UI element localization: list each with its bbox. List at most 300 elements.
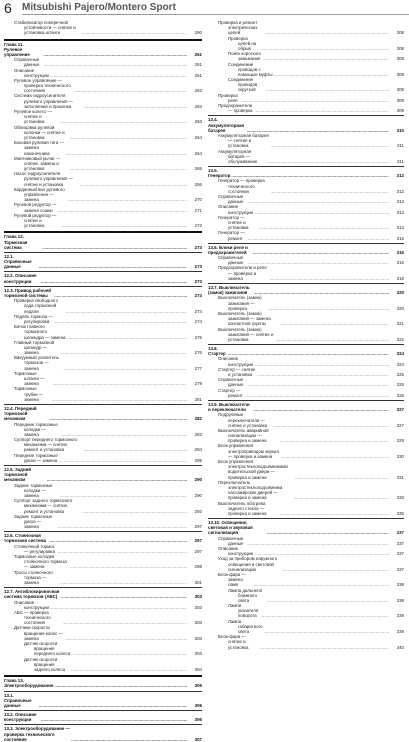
toc-entry-title: 13.9. Выключатели и переключатели <box>208 401 250 413</box>
toc-entry <box>4 202 202 212</box>
dot-leader <box>41 717 187 722</box>
toc-heading <box>208 115 404 133</box>
dot-leader <box>253 407 389 412</box>
toc-entry <box>208 265 404 281</box>
toc-entry-title: Рулевой редуктор — замена сошки <box>14 202 57 213</box>
toc-entry-title: Генератор — ремонт <box>218 230 245 241</box>
toc-page-number: 301 <box>194 579 202 585</box>
dot-leader <box>257 372 389 377</box>
toc-entry-title: Описание конструкции <box>218 204 253 215</box>
toc-entry <box>4 109 202 125</box>
toc-entry <box>4 125 202 141</box>
toc-page-number: 303 <box>194 594 202 600</box>
toc-entry <box>208 194 404 204</box>
toc-page-number: 261 <box>194 72 202 78</box>
toc-heading <box>208 166 404 178</box>
toc-entry-title: Тормозные трубки — замена <box>14 386 44 402</box>
toc-entry <box>208 501 404 517</box>
toc-page-number: 290 <box>194 492 202 498</box>
toc-page-number: 265 <box>194 166 202 172</box>
dot-leader <box>60 119 187 124</box>
toc-entry-title: Стартер — снятие и установка <box>218 366 256 377</box>
toc-page-number: 273 <box>194 244 202 250</box>
toc-page-number: 309 <box>396 97 404 103</box>
toc-entry-title: 12.7. Антиблокировочная система тормозов (АБС) <box>4 589 60 600</box>
toc-entry <box>208 149 404 165</box>
toc-page-number: 274 <box>194 308 202 314</box>
toc-heading <box>208 243 404 255</box>
dot-leader <box>269 306 389 311</box>
toc-entry <box>208 204 404 214</box>
toc-page-number: 316 <box>396 260 404 266</box>
toc-page-number: 331 <box>396 474 404 480</box>
toc-entry <box>4 93 202 109</box>
toc-entry-title: 13.6. Блоки реле и предохранителей <box>208 244 248 255</box>
page-header <box>0 0 409 16</box>
dot-leader <box>261 46 389 51</box>
toc-page-number: 309 <box>396 108 404 114</box>
dot-leader <box>254 362 389 367</box>
toc-entry-title: Описание конструкции <box>14 67 49 78</box>
dot-leader <box>62 223 187 228</box>
dot-leader <box>247 260 389 265</box>
toc-heading <box>4 286 202 298</box>
toc-entry <box>4 498 202 514</box>
toc-entry <box>4 514 202 530</box>
toc-entry-title: Главный тормозной цилиндр — замена <box>14 339 55 356</box>
toc-page-number: 274 <box>194 293 202 298</box>
toc-entry-title: Описание конструкции <box>14 599 49 610</box>
toc-page-number: 337 <box>396 540 404 546</box>
toc-entry-title: Лампа габаритного света <box>228 618 263 634</box>
toc-entry-title: Педаль тормоза — регулировка <box>14 313 53 324</box>
toc-entry-title: Лампа указателя поворота <box>228 603 259 619</box>
dot-leader <box>49 416 187 421</box>
toc-entry-title: Проверка свободного хода тормозной педали <box>14 298 59 314</box>
toc-entry-title: Справочные данные <box>218 377 244 388</box>
dot-leader <box>295 475 389 480</box>
toc-entry <box>208 443 404 459</box>
toc-page-number: 307 <box>194 736 202 742</box>
toc-entry <box>208 588 404 604</box>
running-head: Mitsubishi Pajero/Montero Sport <box>22 2 176 13</box>
toc-entry <box>4 371 202 387</box>
toc-entry <box>4 386 202 402</box>
toc-entry <box>208 459 404 480</box>
toc-entry-title: 13.4. Аккумуляторная батарея <box>208 117 244 133</box>
toc-page-number: 289 <box>194 457 202 463</box>
toc-entry <box>4 437 202 453</box>
dot-leader <box>256 108 389 113</box>
toc-heading <box>208 400 404 412</box>
toc-page-number: 308 <box>396 30 404 36</box>
toc-entry-title: Задние тормозные колодки — замена <box>14 482 53 498</box>
toc-heading <box>4 675 202 688</box>
dot-leader <box>39 264 187 269</box>
toc-entry-title: Описание конструкции <box>218 356 253 367</box>
toc-page-number: 333 <box>396 495 404 501</box>
toc-page-number: 335 <box>396 510 404 516</box>
dot-leader <box>274 72 389 77</box>
toc-entry <box>4 187 202 203</box>
toc-entry-title: Блок-фара — снятие и установка <box>218 634 249 650</box>
toc-page-number: 274 <box>194 318 202 324</box>
dot-leader <box>280 511 389 516</box>
toc-entry <box>208 634 404 650</box>
toc-entry-title: Тормозные колодки стояночного тормоза — замена <box>14 554 67 570</box>
toc-page-number: 324 <box>396 361 404 367</box>
toc-entry-title: Глава 13. Электрооборудование <box>4 678 54 689</box>
toc-entry-title: Проверка цепей на обрыв <box>228 35 257 51</box>
dot-leader <box>259 225 389 230</box>
toc-entry-title: Генератор — проверка технического состояния <box>218 178 265 194</box>
toc-entry <box>4 68 202 78</box>
dot-leader <box>267 530 389 535</box>
dot-leader <box>245 393 389 398</box>
toc-page-number: 322 <box>396 336 404 342</box>
dot-leader <box>55 319 187 324</box>
toc-entry <box>4 213 202 229</box>
toc-entry-title: Уход за прибором наружного освещения и световой сигнализации <box>218 556 278 572</box>
toc-entry-title: Стабилизатор поперечной устойчивости — снятие и установка штанги <box>14 20 76 36</box>
toc-page-number: 303 <box>194 635 202 641</box>
toc-entry-title: 13.5. Генератор <box>208 168 231 179</box>
toc-entry <box>208 62 404 78</box>
dot-leader <box>60 458 187 463</box>
toc-page-number: 264 <box>194 134 202 140</box>
toc-page-number: 266 <box>194 181 202 187</box>
toc-page-number: 309 <box>396 71 404 77</box>
toc-entry <box>208 546 404 556</box>
toc-heading <box>208 518 404 536</box>
dot-leader <box>39 703 187 708</box>
toc-page-number: 338 <box>396 582 404 588</box>
dot-leader <box>70 166 187 171</box>
toc-entry <box>4 483 202 499</box>
dot-leader <box>262 613 389 618</box>
dot-leader <box>67 335 187 340</box>
toc-entry-title: 12.4. Передний тормозной механизм <box>4 405 37 422</box>
dot-leader <box>253 250 389 255</box>
dot-leader <box>61 594 187 599</box>
dot-leader <box>66 151 187 156</box>
toc-entry <box>208 51 404 61</box>
toc-page-number: 339 <box>396 613 404 619</box>
toc-heading <box>4 724 202 742</box>
dot-leader <box>70 564 187 569</box>
toc-page-number: 311 <box>397 143 404 149</box>
toc-page-number: 337 <box>396 566 404 572</box>
dot-leader <box>280 438 389 443</box>
toc-heading <box>4 252 202 270</box>
toc-entry <box>208 428 404 444</box>
dot-leader <box>83 104 187 109</box>
toc-page-number: 263 <box>194 119 202 125</box>
dot-leader <box>280 321 389 326</box>
toc-entry-title: Стартер — ремонт <box>218 387 243 398</box>
toc-entry-title: Датчик скорости вращения заднего колеса <box>24 656 66 672</box>
toc-entry-title: Справочные данные <box>218 255 244 266</box>
toc-entry-title: Проверка реле <box>218 92 238 103</box>
toc-entry-title: Выключатель аварийной сигнализации — проверка и замена <box>218 427 269 444</box>
toc-page-number: 273 <box>194 264 202 270</box>
toc-entry-title: Выключатель (замок) зажигания — проверка <box>218 295 262 311</box>
toc-page-number: 303 <box>194 604 202 610</box>
toc-page-number: 290 <box>194 477 202 483</box>
toc-page-number: 326 <box>396 392 404 398</box>
toc-heading <box>208 344 404 356</box>
dot-leader <box>271 189 389 194</box>
dot-leader <box>41 279 187 284</box>
toc-entry <box>4 340 202 356</box>
dot-leader <box>71 667 187 672</box>
toc-entry-title: Справочные данные <box>218 194 244 205</box>
toc-page-number: 276 <box>194 350 202 356</box>
dot-leader <box>270 276 389 281</box>
dot-leader <box>43 52 187 57</box>
toc-entry <box>208 377 404 387</box>
toc-entry-title: Генератор — снятие и установка <box>218 214 249 231</box>
toc-page-number: 297 <box>194 538 202 544</box>
toc-entry <box>4 570 202 586</box>
toc-entry <box>4 422 202 438</box>
dot-leader <box>241 98 389 103</box>
toc-entry-title: Соединение проводов с помощью муфты <box>228 61 273 77</box>
toc-entry-title: Выключатель (замок) зажигания — замена контактной группы <box>218 310 271 327</box>
dot-leader <box>58 524 187 529</box>
toc-entry-title: Задние тормозные диски — замена <box>14 513 53 530</box>
toc-entry-title: Рулевое управление — проверка технического состояния <box>14 77 71 94</box>
toc-right-column <box>208 20 404 650</box>
toc-entry-title: Описание конструкции <box>218 546 253 557</box>
toc-entry-title: Боковая рулевая тяга — замена наконечника <box>14 140 64 156</box>
dot-leader <box>248 236 389 241</box>
toc-entry-title: 12.6. Стояночная тормозная система <box>4 533 47 544</box>
toc-page-number: 260 <box>194 30 202 36</box>
toc-entry-title: 13.8. Стартер <box>208 346 226 357</box>
toc-heading <box>4 710 202 722</box>
dot-leader <box>58 208 187 213</box>
toc-entry-title: Переключатель электростеклоподъёмника пассажирских дверей — проверка и замена <box>218 479 283 501</box>
toc-page-number: 271 <box>194 207 202 213</box>
toc-entry-title: Датчик скорости вращения переднего колеса <box>24 641 71 657</box>
toc-entry-title: АБС — проверка технического состояния <box>14 609 51 626</box>
toc-entry-title: 12.5. Задний тормозной механизм <box>4 467 32 483</box>
toc-entry <box>208 178 404 194</box>
dot-leader <box>264 629 389 634</box>
toc-entry-title: Блок управления электростеклоподъёмниками водительской двери — проверка и замена <box>218 459 288 480</box>
toc-entry <box>208 311 404 327</box>
toc-page-number: 277 <box>194 365 202 371</box>
toc-entry-title: Аккумуляторная батарея — обслуживание <box>218 148 258 164</box>
toc-entry-title: Облицовка рулевой колонки — снятие и установка <box>14 124 65 140</box>
toc-entry-title: Проверка и ремонт электрических цепей <box>218 20 258 36</box>
toc-entry-title: Суппорт переднего тормозного механизма — снятие, ремонт и установка <box>14 437 78 453</box>
toc-entry-title: Датчики скорости вращения колес — замена <box>14 625 63 641</box>
toc-entry <box>208 93 404 103</box>
header-rule <box>22 14 409 15</box>
dot-leader <box>247 541 389 546</box>
toc-entry-title: Справочные данные <box>218 535 244 546</box>
dot-leader <box>47 477 187 482</box>
toc-entry-title: Справочные данные <box>14 57 40 68</box>
toc-page-number: 306 <box>194 683 202 689</box>
dot-leader <box>74 88 187 93</box>
toc-entry-title: Передние тормозные колодки — замена <box>14 421 58 437</box>
dot-leader <box>267 159 389 164</box>
toc-page-number: 272 <box>194 223 202 229</box>
dot-leader <box>50 605 187 610</box>
dot-leader <box>80 182 187 187</box>
toc-page-number: 303 <box>194 620 202 626</box>
toc-heading <box>4 531 202 543</box>
dot-leader <box>254 290 389 295</box>
toc-page-number: 282 <box>194 431 202 437</box>
dot-leader <box>273 423 389 428</box>
toc-entry-title: Маятниковый рычаг — снятие, замена и установка <box>14 155 61 172</box>
toc-entry-title: 12.3. Привод рабочей тормозной системы <box>4 287 51 298</box>
toc-entry <box>208 103 404 113</box>
toc-page-number: 327 <box>396 407 404 413</box>
dot-leader <box>266 87 389 92</box>
toc-page-number: 329 <box>396 438 404 444</box>
toc-entry-title: Блок управления электроприводом зеркал — проверка и замена <box>218 443 280 459</box>
toc-entry <box>4 57 202 67</box>
toc-page-number: 313 <box>396 199 404 205</box>
toc-entry <box>4 453 202 463</box>
dot-leader <box>82 509 187 514</box>
toc-entry <box>208 536 404 546</box>
toc-page-number: 321 <box>396 321 404 327</box>
toc-heading <box>4 691 202 709</box>
toc-entry-title: Стояночный тормоз — регулировка <box>14 543 55 554</box>
toc-entry <box>4 600 202 610</box>
toc-entry-title: Поиск короткого замыкания <box>228 51 261 62</box>
toc-entry-title: 13.1. Справочные данные <box>4 692 32 708</box>
toc-page-number: 303 <box>194 651 202 657</box>
toc-page-number: 316 <box>396 249 404 255</box>
toc-page-number: 263 <box>194 103 202 109</box>
toc-entry-title: Глава 12. Тормозная система <box>4 234 28 250</box>
dot-leader <box>63 366 187 371</box>
dot-leader <box>73 651 187 656</box>
toc-entry-title: Аккумуляторная батарея — снятие и установка <box>218 132 269 149</box>
dot-leader <box>267 598 389 603</box>
dot-leader <box>294 495 389 500</box>
toc-page-number: 264 <box>194 150 202 156</box>
toc-page-number: 308 <box>396 56 404 62</box>
toc-entry-title: Лампа дальнего/ближнего света <box>228 587 263 603</box>
toc-page-number: 298 <box>194 564 202 570</box>
toc-page-number: 325 <box>396 382 404 388</box>
toc-entry-title: Передние тормозные диски — замена <box>14 452 58 463</box>
toc-entry <box>208 480 404 501</box>
toc-entry <box>4 641 202 657</box>
dot-leader <box>67 197 187 202</box>
toc-page-number: 320 <box>396 305 404 311</box>
toc-entry-title: Подрулевые переключатели — снятие и установка <box>218 412 268 428</box>
dot-leader <box>65 636 187 641</box>
dot-leader <box>52 381 187 386</box>
dot-leader <box>84 447 187 452</box>
toc-page-number: 320 <box>396 290 404 296</box>
toc-entry-title: Рулевой редуктор — снятие и установка <box>14 212 57 229</box>
toc-page-number: 337 <box>396 551 404 557</box>
toc-page-number: 284 <box>194 447 202 453</box>
toc-entry-title: Глава 11. Рулевое управление <box>4 41 30 57</box>
toc-entry-title: Блок-фара — замена ламп <box>218 571 246 588</box>
toc-left-column <box>4 20 202 742</box>
toc-heading <box>4 465 202 483</box>
toc-entry <box>4 625 202 641</box>
toc-page-number: 308 <box>396 45 404 51</box>
toc-entry <box>208 230 404 240</box>
toc-page-number: 312 <box>396 188 404 194</box>
toc-entry-title: 12.2. Описание конструкции <box>4 273 37 284</box>
toc-entry-title: Система гидроусилителя рулевого управления — заполнение и прокачка <box>14 93 73 109</box>
toc-entry-title: Карданный вал рулевого управления — замена <box>14 186 65 203</box>
toc-page-number: 325 <box>396 372 404 377</box>
toc-page-number: 262 <box>194 88 202 94</box>
dot-leader <box>247 199 389 204</box>
toc-entry-title: 13.7. Выключатель (замок) зажигания <box>208 285 250 296</box>
dot-leader <box>82 30 187 35</box>
toc-page-number: 315 <box>396 235 404 241</box>
toc-entry <box>4 544 202 554</box>
toc-entry <box>208 215 404 231</box>
dot-leader <box>54 683 187 688</box>
dot-leader <box>52 397 187 402</box>
dot-leader <box>263 56 389 61</box>
toc-entry-title: Предохранители и реле — проверка и замена <box>218 265 267 281</box>
dot-leader <box>70 135 188 140</box>
toc-page-number: 270 <box>194 197 202 203</box>
dot-leader <box>271 143 389 148</box>
toc-entry <box>208 20 404 36</box>
toc-entry <box>4 298 202 314</box>
toc-heading <box>208 283 404 295</box>
toc-entry <box>208 295 404 311</box>
toc-entry <box>4 314 202 324</box>
toc-entry-title: Бачок главного тормозного цилиндра — замена <box>14 324 66 340</box>
toc-entry-title: 13.10. Освещение, световая и звуковая сигнализация <box>208 520 253 536</box>
toc-entry <box>208 133 404 149</box>
toc-entry <box>208 356 404 366</box>
toc-entry <box>4 657 202 673</box>
toc-page-number: 327 <box>396 422 404 428</box>
toc-entry-title: Тросы стояночного тормоза — замена <box>14 569 53 585</box>
toc-entry-title: Рулевое колесо — снятие и установка <box>14 109 53 125</box>
toc-page-number: 281 <box>194 396 202 402</box>
toc-entry <box>4 156 202 172</box>
toc-page-number: 297 <box>194 524 202 530</box>
dot-leader <box>276 337 389 342</box>
toc-page-number: 324 <box>396 351 404 357</box>
toc-entry <box>4 324 202 340</box>
toc-page-number: 292 <box>194 508 202 514</box>
toc-entry <box>208 327 404 343</box>
toc-entry-title: Насос гидроусилителя рулевого управления — снятие и установка <box>14 171 73 187</box>
toc-entry <box>208 619 404 635</box>
dot-leader <box>283 567 389 572</box>
toc-entry-title: Вакуумный усилитель тормозов — замена <box>14 355 59 371</box>
toc-heading <box>4 404 202 422</box>
toc-page-number: 306 <box>194 717 202 723</box>
toc-page-number: 309 <box>396 87 404 93</box>
toc-entry <box>4 355 202 371</box>
dot-leader <box>259 645 389 650</box>
toc-page-number: 339 <box>396 629 404 634</box>
